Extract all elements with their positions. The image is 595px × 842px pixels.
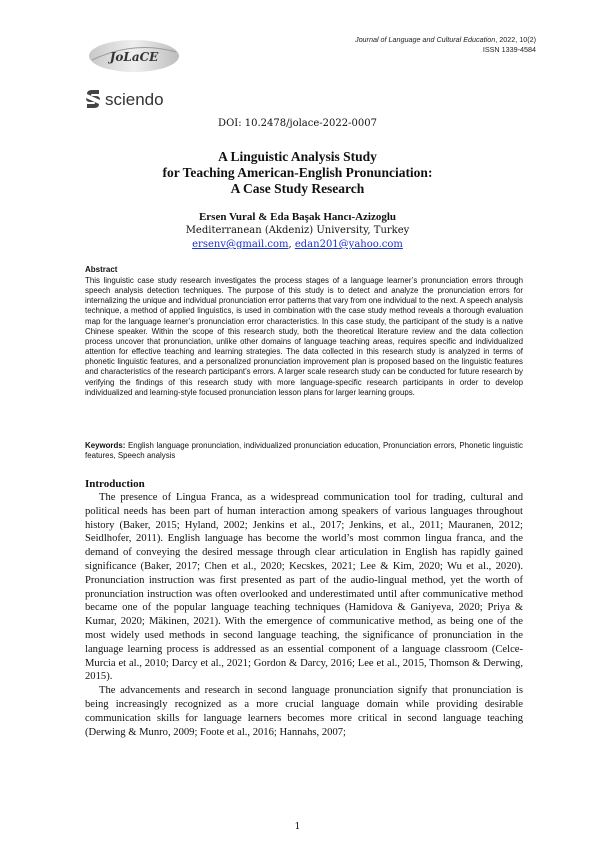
introduction-body <box>85 491 523 739</box>
keywords <box>85 441 523 461</box>
introduction-heading: Introduction <box>85 478 145 490</box>
title-line-3: A Case Study Research <box>230 181 365 196</box>
sciendo-logo <box>84 88 194 110</box>
title-line-1: A Linguistic Analysis Study <box>218 149 377 164</box>
jolace-logo-text: JoLaCE <box>109 50 159 64</box>
journal-issue: , 2022, 10(2) <box>495 35 536 44</box>
paper-title <box>0 149 595 197</box>
email-separator: , <box>288 239 295 250</box>
issn: ISSN 1339-4584 <box>482 45 536 54</box>
intro-paragraph-2: The advancements and research in second language pronunciation signify that pronunciation is being increasingly recognized as a more crucial language domain while providing desirable communication skills for language learners becomes more critical in second language teaching (Derwing & Munro, 2009; Foote et al., 2016; Hannahs, 2007; <box>85 685 523 738</box>
title-line-2: for Teaching American-English Pronunciation: <box>162 165 433 180</box>
email-link-2[interactable]: edan201@yahoo.com <box>294 239 403 250</box>
sciendo-logo-text: sciendo <box>105 90 164 109</box>
keywords-text: English language pronunciation, individualized pronunciation education, Pronunciation errors, Phonetic linguistic features, Speech analysis <box>85 441 523 461</box>
doi: DOI: 10.2478/jolace-2022-0007 <box>218 118 377 129</box>
abstract-text: This linguistic case study research investigates the process stages of a language learner’s pronunciation errors through speech analysis detection techniques. The purpose of this study is to detect and analyze the pronunciation errors for internalizing the unique and individual pronunciation error patterns that vary from one individual to the next. A speech analysis technique, a method of applied linguistics, is used in combination with the case study method reveals a thorough evaluation map for the language learner’s pronunciation error characteristics. In this case study, the participant of the study is a native Chinese speaker. Within the scope of this research study, both the theoretical literature review and the data collection process uncover that pronunciation, unlike other domains of language teaching areas, requires specific and individualized attention for effective teaching and learning strategies. The data collected in this research study is analyzed in terms of phonetic linguistic features, and a personalized pronunciation improvement plan is proposed based on the linguistic features and characteristics of the research participant’s errors. A larger scale research study can be conducted for future research by verifying the findings of this research study with more language-specific research participants in order to develop individualized and learning-style focused pronunciation lesson plans for larger learning groups. <box>85 276 523 397</box>
abstract-heading: Abstract <box>85 265 118 274</box>
author-emails <box>0 239 595 250</box>
affiliation: Mediterranean (Akdeniz) University, Turkey <box>185 225 410 236</box>
keywords-label: Keywords: <box>85 441 126 450</box>
jolace-logo <box>88 38 180 74</box>
journal-name: Journal of Language and Cultural Education <box>354 35 496 44</box>
intro-paragraph-1: The presence of Lingua Franca, as a widespread communication tool for trading, cultural and political needs has been part of human interaction among speakers of various languages throughout history (Baker, 2015; Hyland, 2002; Jenkins et al., 2017; Jenkins, et al., 2011; Mauranen, 2012; Seidlhofer, 2011). English language has become the world’s most common lingua franca, and the demand of conveying the desired message through clear articulation in English has rapidly gained significance (Baker, 2017; Chen et al., 2020; Kecskes, 2021; Lee & Kim, 2020; Wu et al., 2020). Pronunciation instruction was first presented as part of the audio-lingual method, yet the worth of pronunciation instruction was often overlooked and underestimated until after communicative method became one of the popular language teaching techniques (Hamidova & Ganiyeva, 2020; Priya & Kumar, 2020; Mäkinen, 2021). With the emergence of communicative method, as being one of the most widely used methods in second language teaching, the significance of pronunciation in the language learning process is addressed as an essential component of a language classroom (Celce-Murcia et al., 2010; Darcy et al., 2021; Gordon & Darcy, 2016; Lee et al., 2015, Thomson & Derwing, 2015). <box>85 492 523 683</box>
page-number: 1 <box>294 822 301 832</box>
authors: Ersen Vural & Eda Başak Hancı-Azizoglu <box>198 211 397 223</box>
journal-header <box>355 35 536 55</box>
sciendo-mark-icon <box>86 90 100 108</box>
email-link-1[interactable]: ersenv@gmail.com <box>192 239 289 250</box>
